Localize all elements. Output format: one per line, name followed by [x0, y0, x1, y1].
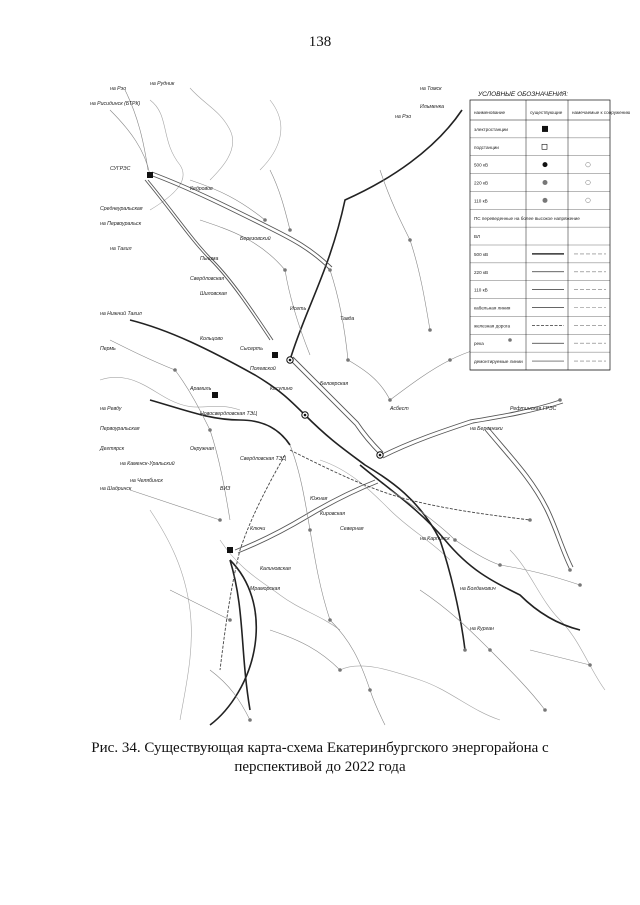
power-station-icon — [272, 352, 278, 358]
legend-row-label: кабельная линия — [474, 305, 511, 311]
place-label: Калиновская — [260, 566, 291, 572]
substation-icon — [346, 358, 350, 362]
substation-500kv-icon — [289, 359, 292, 362]
legend-row-label: подстанции — [474, 144, 499, 150]
legend-header: намечаемые к сооружению — [572, 110, 631, 115]
legend-row-label: ПС переведенные на более высокое напряжение — [474, 216, 580, 222]
place-label: Кировская — [320, 511, 346, 517]
place-label: на Ревду — [100, 406, 122, 412]
planned-substation-icon — [586, 180, 591, 185]
legend-header: существующие — [530, 110, 563, 115]
legend-row-label: 110 кВ — [474, 287, 488, 293]
substation-icon — [463, 648, 467, 652]
place-label: на Нижний Тагил — [100, 311, 142, 317]
place-label: Кедровое — [190, 186, 213, 192]
place-label: Косулино — [270, 386, 293, 392]
substation-icon — [328, 618, 332, 622]
legend-row-label: железная дорога — [474, 323, 511, 329]
planned-substation-icon — [586, 198, 591, 203]
substation-icon — [588, 663, 592, 667]
place-label: на Рэо — [395, 114, 412, 120]
substation-500kv-icon — [543, 180, 548, 185]
substation-icon — [288, 228, 292, 232]
legend-row-label: 500 кВ — [474, 162, 489, 168]
place-label: Шиловская — [200, 291, 227, 297]
substation-icon — [542, 144, 547, 149]
place-label: Пышма — [200, 256, 219, 262]
substation-icon — [263, 218, 267, 222]
railways-layer — [220, 450, 530, 670]
power-station-icon — [542, 126, 548, 132]
power-station-icon — [227, 547, 233, 553]
substation-icon — [173, 368, 177, 372]
substation-500kv-icon — [543, 162, 548, 167]
place-label: Тавда — [340, 316, 355, 322]
place-label: на Березники — [470, 426, 503, 432]
place-label: Среднеуральская — [100, 206, 143, 212]
place-label: Сысерть — [240, 346, 263, 352]
place-label: Полевской — [250, 366, 276, 372]
place-label: Кольцово — [200, 336, 223, 342]
legend-row-label: 220 кВ — [474, 269, 489, 275]
place-label: на Рисидинск (БТРК) — [90, 101, 141, 107]
figure-caption — [60, 739, 580, 777]
place-label: Дегтярск — [100, 446, 125, 452]
place-label: Свердловская — [190, 276, 225, 282]
substation-icon — [543, 708, 547, 712]
legend-title: УСЛОВНЫЕ ОБОЗНАЧЕНИЯ: — [478, 91, 569, 98]
substation-icon — [578, 583, 582, 587]
legend — [470, 91, 631, 370]
legend-row-label: ВЛ — [474, 234, 481, 240]
place-label: на Рудник — [150, 81, 175, 87]
substation-500kv-icon — [304, 414, 307, 417]
place-label: Первоуральская — [100, 426, 140, 432]
substation-icon — [498, 563, 502, 567]
legend-row-label: река — [474, 341, 484, 347]
place-label: на Тагил — [110, 246, 132, 252]
caption-line-1: Рис. 34. Существующая карта-схема Екатеринбургского энергорайона с — [91, 740, 549, 756]
place-label: Северная — [340, 526, 364, 532]
place-label: Южная — [310, 496, 328, 502]
place-label: Пермь — [100, 346, 116, 352]
place-label: СУГРЭС — [110, 166, 131, 172]
substation-icon — [328, 268, 332, 272]
place-label: Асбест — [390, 406, 409, 412]
place-label: Березовский — [240, 236, 271, 242]
place-label: на Курган — [470, 626, 494, 632]
substation-icon — [228, 618, 232, 622]
place-label: Рефтинская ГРЭС — [510, 406, 557, 412]
energy-district-map — [90, 70, 631, 730]
place-label: на Челябинск — [130, 478, 163, 484]
place-label: Ключи — [250, 526, 266, 532]
substation-icon — [218, 518, 222, 522]
place-label: Белоярская — [320, 381, 349, 387]
substation-icon — [368, 688, 372, 692]
legend-row-label: демонтируемые линии — [474, 359, 523, 365]
substation-icon — [448, 358, 452, 362]
planned-substation-icon — [586, 162, 591, 167]
substation-500kv-icon — [543, 198, 548, 203]
substation-icon — [453, 538, 457, 542]
place-label: Арамиль — [190, 386, 212, 392]
place-label: Свердловская ТЭЦ — [240, 456, 287, 462]
page-number: 138 — [308, 34, 332, 50]
power-station-icon — [212, 392, 218, 398]
substation-icon — [208, 428, 212, 432]
caption-line-2: перспективой до 2022 года — [234, 759, 406, 775]
place-label: Мраморская — [250, 586, 281, 592]
substation-icon — [408, 238, 412, 242]
substation-icon — [428, 328, 432, 332]
place-label: на Богданович — [460, 586, 496, 592]
legend-row-label: 110 кВ — [474, 198, 488, 204]
legend-row-label: 220 кВ — [474, 180, 489, 186]
place-label: на Рэо — [110, 86, 127, 92]
substation-icon — [248, 718, 252, 722]
place-label: на Карпинск — [420, 536, 450, 542]
legend-header: наименование — [474, 110, 506, 115]
substation-icon — [488, 648, 492, 652]
place-label: Исеть — [290, 306, 307, 312]
legend-row-label: электростанции — [474, 126, 508, 132]
substation-icon — [388, 398, 392, 402]
substation-icon — [528, 518, 532, 522]
substation-icon — [508, 338, 512, 342]
substation-icon — [308, 528, 312, 532]
substation-icon — [568, 568, 572, 572]
place-label: на Томск — [420, 86, 442, 92]
place-label: на Каменск-Уральский — [120, 461, 175, 467]
place-label: ВИЗ — [220, 486, 231, 492]
place-label: на Шадринск — [100, 486, 132, 492]
place-label: на Первоуральск — [100, 221, 142, 227]
legend-row-label: 500 кВ — [474, 251, 489, 257]
place-label: Окружная — [190, 446, 214, 452]
power-station-icon — [147, 172, 153, 178]
substation-icon — [283, 268, 287, 272]
place-label: Ильменка — [420, 104, 444, 110]
substation-icon — [338, 668, 342, 672]
place-label: Новосвердловская ТЭЦ — [200, 411, 257, 417]
substation-500kv-icon — [379, 454, 382, 457]
substation-icon — [558, 398, 562, 402]
